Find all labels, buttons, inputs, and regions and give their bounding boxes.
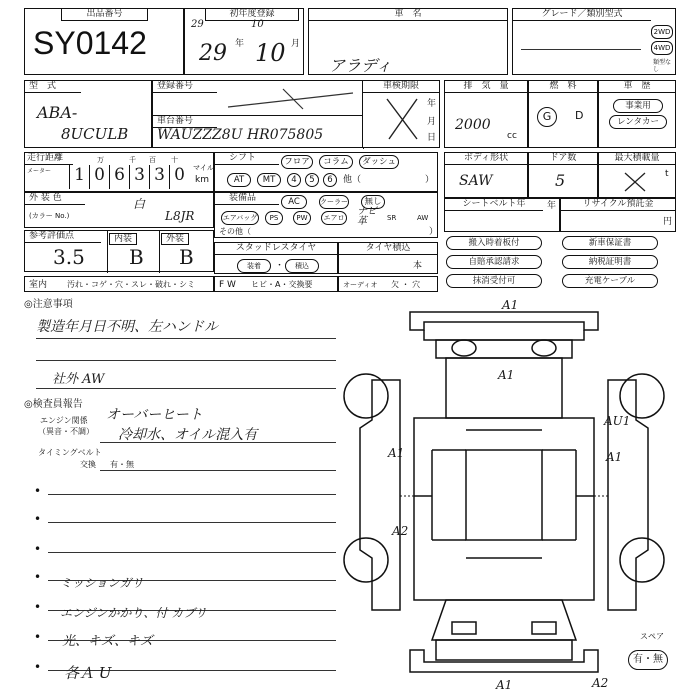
payload-cross-mark (621, 169, 649, 195)
evaluation-score: 3.5 (53, 245, 85, 269)
spare-value: 有・無 (628, 650, 668, 670)
mileage-unit-mile: マイル (193, 164, 214, 172)
inspection-year-unit: 年 (427, 99, 437, 109)
seatbelt-unit: 年 (547, 201, 557, 211)
equipment-header: 装備品 (215, 193, 279, 205)
usage-rental: レンタカー (609, 115, 667, 129)
evaluation-header: 参考評価点 (25, 231, 101, 243)
recycle-box (560, 198, 676, 232)
lot-number-header: 出品番号 (61, 9, 148, 21)
evaluation-box (24, 230, 214, 272)
mileage-digit: 0 (89, 165, 109, 189)
interior-grade: B (129, 245, 144, 269)
engine-report-1: オーバーヒート (106, 407, 203, 423)
report-line-6: 各Ａ U (64, 664, 112, 682)
equipment-cooler: クーラー (319, 195, 349, 209)
exterior-color-number-label: (カラー No.) (29, 212, 70, 220)
shift-mt: MT (257, 173, 281, 187)
engine-sublabel: （異音・不調） (38, 427, 94, 436)
doors-box (528, 152, 598, 198)
shift-box (214, 152, 438, 192)
recycle-header: リサイクル預託金 (561, 199, 675, 211)
first-registration-box (184, 8, 304, 75)
usage-commercial: 事業用 (613, 99, 663, 113)
studless-header: スタッドレスタイヤ (215, 243, 337, 255)
notes-line1: 製造年月日不明、左ハンドル (36, 319, 218, 335)
doors-header: ドア数 (529, 153, 597, 165)
bullet-dot: • (34, 512, 42, 526)
first-registration-month-small: 10 (251, 19, 264, 30)
shift-header: シフト (215, 153, 279, 165)
fw-condition-label: F W (219, 280, 236, 290)
document-item: 新車保証書 (562, 236, 658, 250)
bullet-dot: • (34, 600, 42, 614)
payload-header: 最大積載量 (599, 153, 675, 165)
fuel-gasoline: G (537, 107, 557, 127)
document-item: 充電ケーブル (562, 274, 658, 288)
chassis-number: WAUZZZ8U HR075805 (157, 127, 324, 143)
displacement-value: 2000 (455, 117, 491, 133)
interior-label: 内装 (109, 233, 137, 245)
notes-header: ◎注意事項 (24, 299, 73, 310)
document-item: 納税証明書 (562, 255, 658, 269)
grade-none: 類型なし (653, 59, 672, 73)
model-type-line2: 8UCULB (61, 125, 129, 143)
shift-5: 5 (305, 173, 319, 187)
studless-loaded: 積込 (285, 259, 319, 273)
mileage-scale-man: 万 (97, 156, 104, 164)
fw-condition-box (214, 276, 338, 292)
interior-condition-box (24, 276, 214, 292)
car-name-header: 車 名 (309, 9, 507, 21)
first-registration-year-small: 29 (191, 19, 204, 30)
grade-2wd: 2WD (651, 25, 673, 39)
mileage-scale-hyaku: 百 (149, 156, 156, 164)
mileage-digit: 0 (169, 165, 189, 189)
inspection-box (362, 80, 440, 148)
car-damage-diagram (336, 300, 686, 700)
equipment-sr: SR (387, 214, 397, 222)
usage-header: 車 歴 (599, 81, 675, 93)
payload-box (598, 152, 676, 198)
exterior-color-box (24, 192, 214, 228)
shift-close: ） (425, 175, 435, 185)
fuel-box (528, 80, 598, 148)
mileage-unit-km: km (195, 175, 209, 185)
exterior-color-header: 外 装 色 (25, 193, 85, 205)
usage-box (598, 80, 676, 148)
mileage-scale-sen: 千 (129, 156, 136, 164)
fw-condition-items: ヒビ・A・交換要 (251, 280, 313, 289)
body-type-box (444, 152, 528, 198)
shift-floor: フロア (281, 155, 313, 169)
exterior-grade: B (179, 245, 194, 269)
first-registration-month: 10 (255, 39, 286, 67)
mileage-header: 走行距離 (25, 153, 73, 165)
audio-condition-label: オーディオ (343, 281, 378, 289)
mark-bottom-left: A1 (496, 678, 513, 692)
equipment-pw: PW (293, 211, 311, 225)
bullet-dot: • (34, 630, 42, 644)
document-item: 自賠承認請求 (446, 255, 542, 269)
car-name-value: アラディ (329, 56, 392, 75)
equipment-other-label: その他（ (219, 227, 251, 236)
mark-right-front: A1 (606, 450, 623, 464)
bullet-dot: • (34, 660, 42, 674)
inspection-header: 車検期限 (363, 81, 439, 93)
mark-bottom-right: A2 (592, 676, 609, 690)
registration-strike (223, 85, 363, 113)
mileage-digit: 1 (69, 165, 89, 189)
report-line (48, 494, 336, 495)
inspection-cross-mark (383, 95, 423, 143)
studless-dot: ・ (275, 261, 285, 271)
grade-box (512, 8, 676, 75)
document-item: 抹消受付可 (446, 274, 542, 288)
first-registration-header: 初年度登録 (205, 9, 299, 21)
audio-condition-box (338, 276, 438, 292)
doors-value: 5 (555, 171, 566, 190)
mileage-digit: 6 (109, 165, 129, 189)
shift-6: 6 (323, 173, 337, 187)
first-registration-month-unit: 月 (291, 39, 301, 49)
equipment-close: ） (429, 227, 439, 237)
mileage-scale-ju: 十 (171, 156, 178, 164)
report-line-3: ミッションガリ (60, 576, 144, 590)
bullet-dot: • (34, 570, 42, 584)
equipment-aero: エアロ (321, 211, 347, 225)
chassis-header: 車台番号 (153, 116, 217, 128)
studless-mounted: 装着 (237, 259, 271, 273)
model-type-header: 型 式 (25, 81, 81, 93)
mileage-box (24, 152, 214, 192)
exchange-label: 交換 (80, 460, 96, 469)
exterior-color-code: L8JR (165, 209, 195, 223)
shift-4: 4 (287, 173, 301, 187)
shift-at: AT (227, 173, 251, 187)
grade-header: グレード／類別型式 (513, 9, 651, 21)
interior-condition-items: 汚れ・コゲ・穴・スレ・破れ・シミ (67, 280, 195, 289)
exchange-value: 有・無 (110, 460, 134, 469)
notes-line2: 社外 AW (52, 372, 105, 387)
mileage-digit: 3 (149, 165, 169, 189)
mark-right-fender: AU1 (604, 414, 631, 428)
equipment-aw: AW (417, 214, 429, 222)
displacement-unit: cc (507, 131, 517, 141)
mileage-meter-label: メーター (27, 168, 52, 175)
equipment-ps: PS (265, 211, 283, 225)
bullet-dot: • (34, 484, 42, 498)
spare-label: スペア (640, 632, 664, 641)
recycle-unit: 円 (663, 217, 673, 227)
equipment-box (214, 192, 438, 238)
timing-belt-label: タイミングベルト (38, 448, 102, 457)
shift-dash: ダッシュ (359, 155, 399, 169)
engine-report-2: 冷却水、オイル混入有 (118, 427, 258, 443)
document-item: 搬入時着板付 (446, 236, 542, 250)
fuel-diesel: D (575, 109, 584, 122)
exterior-color-value: 白 (133, 197, 146, 211)
seatbelt-box (444, 198, 560, 232)
body-type-header: ボディ形状 (445, 153, 527, 165)
lot-number-value: SY0142 (33, 25, 147, 61)
mark-left-front: A1 (388, 446, 405, 460)
equipment-other-value: ナビ 革 (357, 206, 377, 227)
model-type-line1: ABA- (37, 103, 78, 122)
mark-left-rear: A2 (392, 524, 409, 538)
equipment-none: 無し (361, 195, 385, 209)
displacement-box (444, 80, 528, 148)
exterior-label: 外装 (161, 233, 189, 245)
registration-header: 登録番号 (153, 81, 217, 93)
body-type-value: SAW (459, 173, 493, 189)
engine-label: エンジン関係 (40, 416, 88, 425)
inspector-header: ◎検査員報告 (24, 399, 83, 410)
studless-box (214, 242, 338, 274)
first-registration-year-unit: 年 (235, 39, 245, 49)
inspection-month-unit: 月 (427, 117, 437, 127)
first-registration-year: 29 (199, 41, 227, 66)
tire-load-unit: 本 (413, 261, 423, 271)
model-type-box (24, 80, 152, 148)
mark-front-top: A1 (502, 298, 519, 312)
fuel-header: 燃 料 (529, 81, 597, 93)
shift-other: 他（ (343, 175, 362, 185)
report-line (48, 552, 336, 553)
inspection-day-unit: 日 (427, 133, 437, 143)
lot-number-box (24, 8, 184, 75)
payload-unit: t (665, 169, 669, 179)
equipment-airbag: エアバッグ (221, 211, 259, 225)
equipment-ac: AC (281, 195, 307, 209)
report-line-4: エンジンかかり、付 カブリ (60, 606, 207, 620)
grade-4wd: 4WD (651, 41, 673, 55)
tire-load-box (338, 242, 438, 274)
mark-roof: A1 (498, 368, 515, 382)
shift-column: コラム (319, 155, 353, 169)
mileage-digit: 3 (129, 165, 149, 189)
audio-condition-items: 欠 ・ 穴 (391, 280, 421, 289)
report-line (48, 522, 336, 523)
report-line-5: 光、キズ、キズ (62, 634, 153, 649)
displacement-header: 排 気 量 (445, 81, 527, 93)
seatbelt-header: シートベルト年 (445, 199, 543, 211)
interior-condition-label: 室内 (29, 280, 48, 290)
car-name-box (308, 8, 508, 75)
bullet-dot: • (34, 542, 42, 556)
tire-load-header: タイヤ積込 (339, 243, 437, 255)
